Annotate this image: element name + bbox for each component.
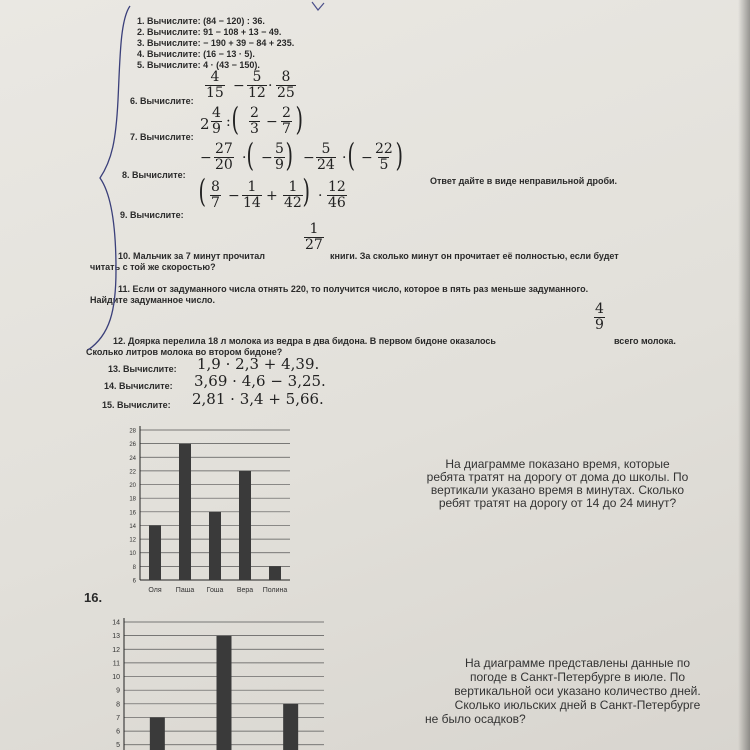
p8-dot2: · xyxy=(342,150,347,166)
x-tick-label: Паша xyxy=(175,587,195,594)
chart1-text-line: вертикали указано время в минутах. Сколько xyxy=(430,483,685,497)
bar xyxy=(283,704,298,750)
chart1-text-line: ребят тратят на дорогу от 14 до 24 минут? xyxy=(438,496,677,510)
problem-3: 3. Вычислите: − 190 + 39 − 84 + 235. xyxy=(137,38,295,48)
y-tick-label: 13 xyxy=(112,633,120,641)
y-tick-label: 20 xyxy=(129,483,136,490)
y-tick-label: 12 xyxy=(129,537,136,544)
p6-op: − xyxy=(233,78,245,94)
p8-frac-b: $\frac{5}{9}$ xyxy=(275,141,284,173)
p8-frac-c: $\frac{5}{24}$ xyxy=(317,141,335,173)
chart2-text-line: На диаграмме представлены данные по xyxy=(465,656,690,670)
problem-2: 2. Вычислите: 91 − 108 + 13 − 49. xyxy=(137,27,282,37)
y-tick-label: 22 xyxy=(129,469,136,476)
p9-rparen: ) xyxy=(302,172,310,210)
p8-rparen-2: ) xyxy=(395,136,403,174)
p7-frac-a: $\frac{4}{9}$ xyxy=(212,105,221,137)
y-tick-label: 18 xyxy=(129,496,136,503)
p7-whole: 2 xyxy=(200,115,210,133)
p10-frac: $\frac{1}{27}$ xyxy=(305,221,323,253)
p14-expr: 3,69 · 4,6 − 3,25. xyxy=(194,372,326,390)
p8-note: Ответ дайте в виде неправильной дроби. xyxy=(430,176,618,186)
chart1-text-line: На диаграмме показано время, которые xyxy=(445,457,670,471)
problem-9-label: 9. Вычислите: xyxy=(120,210,184,220)
y-tick-label: 6 xyxy=(116,728,120,736)
y-tick-label: 10 xyxy=(112,674,120,682)
p12-text-c: Сколько литров молока во втором бидоне? xyxy=(86,347,283,357)
p10-text-a: 10. Мальчик за 7 минут прочитал xyxy=(118,251,265,261)
y-tick-label: 14 xyxy=(129,523,136,530)
p9-frac-a: $\frac{8}{7}$ xyxy=(211,179,220,211)
chart-travel-time xyxy=(100,418,310,603)
pen-brace-mark xyxy=(60,0,140,360)
chart1-text-line: ребята тратят на дорогу от дома до школы. По xyxy=(426,470,689,484)
p9-frac-d: $\frac{12}{46}$ xyxy=(328,179,346,211)
p6-frac-c: $\frac{8}{25}$ xyxy=(277,69,295,101)
chart2-text-line: вертикальной оси указано количество дней. xyxy=(454,684,701,698)
bar xyxy=(269,566,281,580)
y-tick-label: 7 xyxy=(116,714,120,722)
p7-frac-b: $\frac{2}{3}$ xyxy=(250,105,259,137)
y-tick-label: 14 xyxy=(112,619,120,627)
page-shadow xyxy=(738,0,750,750)
y-tick-label: 10 xyxy=(129,551,136,558)
p8-dsign: − xyxy=(361,150,373,166)
p9-frac-b: $\frac{1}{14}$ xyxy=(243,179,261,211)
p8-lead: − xyxy=(200,150,212,166)
chart1-description xyxy=(405,458,710,510)
p9-plus: + xyxy=(266,188,278,204)
problem-6-label: 6. Вычислите: xyxy=(130,96,194,106)
p8-frac-d: $\frac{22}{5}$ xyxy=(375,141,393,173)
p14-label: 14. Вычислите: xyxy=(104,381,173,391)
p13-expr: 1,9 · 2,3 + 4,39. xyxy=(197,355,320,373)
p7-colon: : xyxy=(226,114,231,130)
chart2-description xyxy=(425,656,730,726)
problem-1: 1. Вычислите: (84 − 120) : 36. xyxy=(137,16,265,26)
y-tick-label: 6 xyxy=(132,578,136,585)
p11-text-a: 11. Если от задуманного числа отнять 220, то получится число, которое в пять раз меньше задуманного. xyxy=(118,284,589,294)
y-tick-label: 28 xyxy=(129,428,136,435)
p8-lparen-1: ( xyxy=(246,136,254,174)
bar xyxy=(150,717,165,750)
x-tick-label: Оля xyxy=(148,587,162,594)
bar xyxy=(239,471,251,580)
p6-frac-a: $\frac{4}{15}$ xyxy=(206,69,224,101)
bar xyxy=(179,444,191,580)
p9-dot: · xyxy=(318,188,323,204)
chart2-text-line: Сколько июльских дней в Санкт-Петербурге xyxy=(454,698,701,712)
bar xyxy=(209,512,221,580)
y-tick-label: 11 xyxy=(112,660,120,668)
p8-minus: − xyxy=(303,150,315,166)
chart-weather-days xyxy=(98,612,328,750)
y-tick-label: 16 xyxy=(129,510,136,517)
p7-rparen: ) xyxy=(295,100,303,138)
bar xyxy=(149,525,161,580)
p13-label: 13. Вычислите: xyxy=(108,364,177,374)
p15-expr: 2,81 · 3,4 + 5,66. xyxy=(192,390,324,408)
p8-rparen-1: ) xyxy=(285,136,293,174)
p10-text-c: читать с той же скоростью? xyxy=(90,262,216,272)
p15-label: 15. Вычислите: xyxy=(102,400,171,410)
y-tick-label: 8 xyxy=(132,564,136,571)
y-tick-label: 12 xyxy=(112,646,120,654)
p9-frac-c: $\frac{1}{42}$ xyxy=(284,179,302,211)
x-tick-label: Полина xyxy=(262,587,288,594)
chart2-text-line: погоде в Санкт-Петербурге в июле. По xyxy=(469,670,686,684)
y-tick-label: 8 xyxy=(116,701,120,709)
p12-text-b: всего молока. xyxy=(614,336,676,346)
p7-frac-c: $\frac{2}{7}$ xyxy=(282,105,291,137)
y-tick-label: 5 xyxy=(116,742,120,750)
y-tick-label: 9 xyxy=(116,687,120,695)
chart2-text-line: не было осадков? xyxy=(425,712,526,726)
p8-frac-a: $\frac{27}{20}$ xyxy=(215,141,233,173)
y-tick-label: 24 xyxy=(129,455,136,462)
problem-7-label: 7. Вычислите: xyxy=(130,132,194,142)
p12-text-a: 12. Доярка перелила 18 л молока из ведра в два бидона. В первом бидоне оказалось xyxy=(113,336,496,346)
p11-text-b: Найдите задуманное число. xyxy=(90,295,216,305)
p10-text-b: книги. За сколько минут он прочитает её полностью, если будет xyxy=(330,251,619,261)
x-tick-label: Гоша xyxy=(206,587,224,594)
bar xyxy=(217,636,232,750)
pen-scribble-mark xyxy=(300,0,340,14)
p9-minus: − xyxy=(228,188,240,204)
p8-bsign: − xyxy=(261,150,273,166)
y-tick-label: 26 xyxy=(129,442,136,449)
p9-lparen: ( xyxy=(198,172,206,210)
p8-lparen-2: ( xyxy=(347,136,355,174)
problem-8-label: 8. Вычислите: xyxy=(122,170,186,180)
p7-minus: − xyxy=(266,114,278,130)
x-tick-label: Вера xyxy=(236,587,254,594)
problem-4: 4. Вычислите: (16 − 13 · 5). xyxy=(137,49,255,59)
p7-lparen: ( xyxy=(231,100,239,138)
problem-5: 5. Вычислите: 4 · (43 − 150). xyxy=(137,60,260,70)
p16-label: 16. xyxy=(84,590,103,605)
p6-frac-b: $\frac{5}{12}$ xyxy=(248,69,266,101)
p12-frac: $\frac{4}{9}$ xyxy=(595,301,604,333)
p6-dot: · xyxy=(268,78,273,94)
p8-dot1: · xyxy=(242,150,247,166)
